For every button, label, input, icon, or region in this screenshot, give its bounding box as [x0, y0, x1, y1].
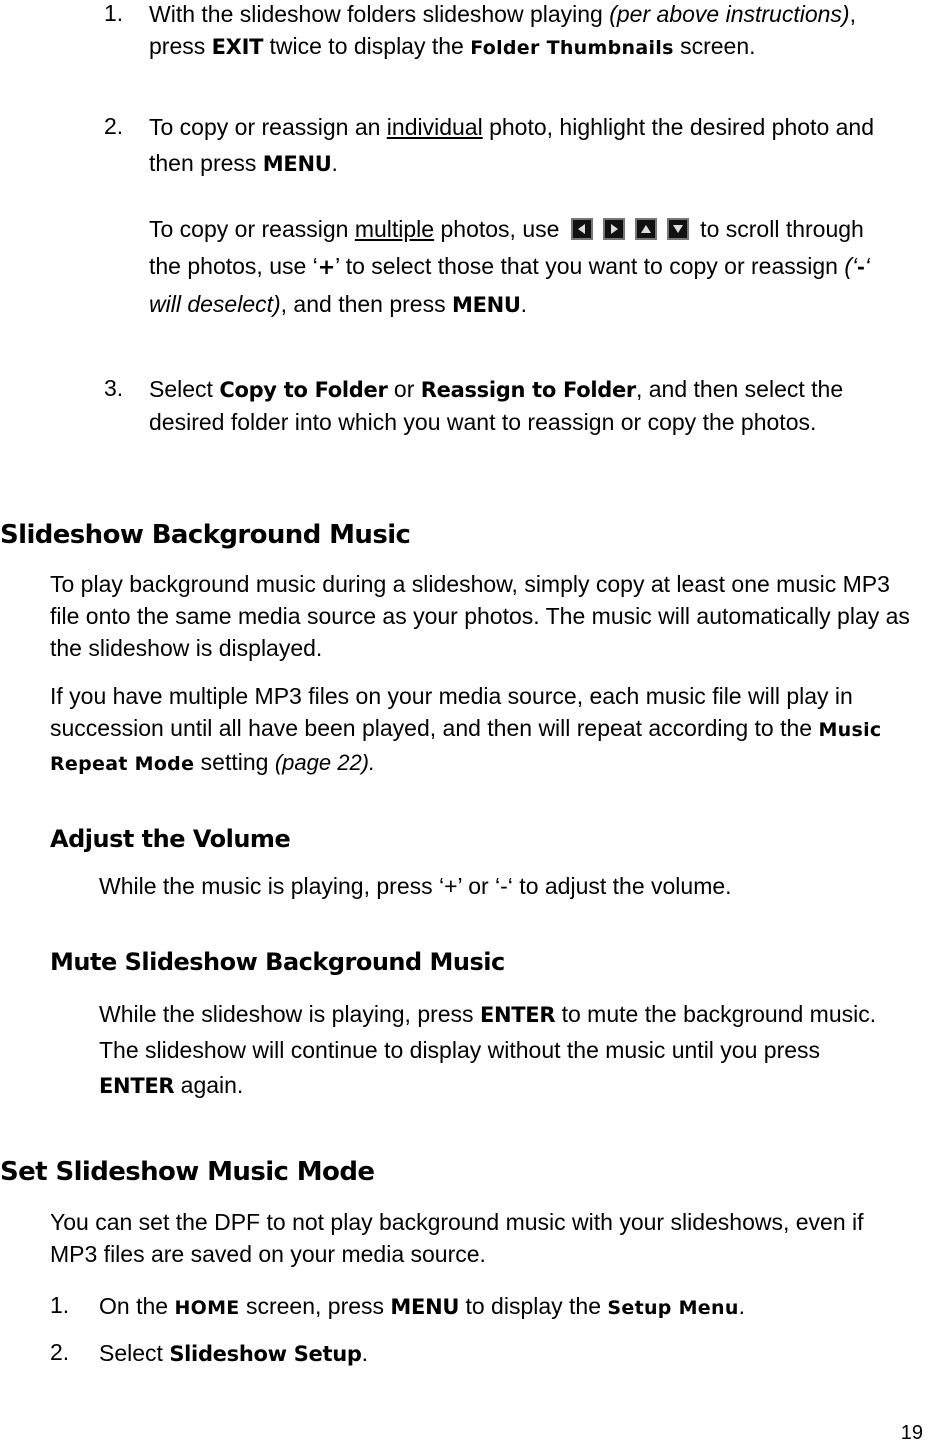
subsection-heading-mute: Mute Slideshow Background Music	[50, 948, 505, 976]
step-number: 1.	[50, 1292, 70, 1318]
right-arrow-icon	[603, 218, 625, 240]
music-mode-intro: You can set the DPF to not play background music with your slideshows, even if MP3 files are saved on your media source.	[50, 1209, 864, 1267]
volume-text: While the music is playing, press ‘+’ or ‘-‘ to adjust the volume.	[99, 873, 732, 899]
subsection-heading-volume: Adjust the Volume	[50, 825, 291, 853]
background-music-paragraph-2: If you have multiple MP3 files on your media source, each music file will play in succession until all have been played, and then will repeat according to the Music Repeat Mode setting (page 22).	[50, 683, 882, 775]
mute-text: While the slideshow is playing, press ENTER to mute the background music. The slideshow will continue to display without the music until you press ENTER again.	[99, 1001, 877, 1098]
step-text: Select Copy to Folder or Reassign to Folder, and then select the desired folder into which you want to reassign or copy the photos.	[149, 376, 844, 435]
section-heading-background-music: Slideshow Background Music	[0, 520, 411, 550]
left-arrow-icon	[571, 218, 593, 240]
step-number: 1.	[104, 0, 124, 26]
section-heading-music-mode: Set Slideshow Music Mode	[0, 1157, 375, 1187]
background-music-paragraph-1: To play background music during a slideshow, simply copy at least one music MP3 file onto the same media source as your photos. The music will automatically play as the slideshow is displayed.	[50, 571, 910, 661]
up-arrow-icon	[635, 218, 657, 240]
step-number: 3.	[104, 375, 124, 401]
step-text: Select Slideshow Setup.	[99, 1340, 368, 1366]
step-2-multiple: To copy or reassign multiple photos, use to scroll through the photos, use ‘+’ to select those that you want to copy or reassign (‘-‘ will deselect), and then press MENU.	[149, 216, 870, 317]
step-text: To copy or reassign an individual photo, highlight the desired photo and then press MENU.	[149, 114, 875, 176]
page-number: 19	[900, 1422, 923, 1444]
down-arrow-icon	[667, 218, 689, 240]
step-text: With the slideshow folders slideshow playing (per above instructions), press EXIT twice to display the Folder Thumbnails screen.	[149, 1, 856, 59]
step-number: 2.	[50, 1339, 70, 1365]
step-number: 2.	[104, 113, 124, 139]
step-text: On the HOME screen, press MENU to display the Setup Menu.	[99, 1293, 746, 1319]
